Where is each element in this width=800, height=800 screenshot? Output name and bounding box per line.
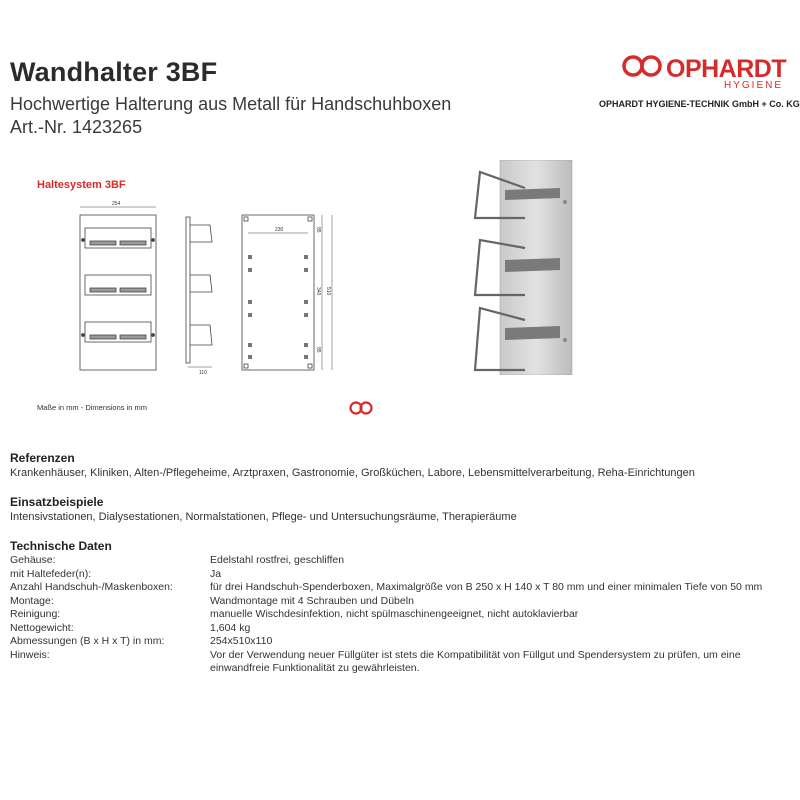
technik-heading: Technische Daten	[10, 539, 112, 553]
page-title: Wandhalter 3BF	[10, 57, 218, 87]
spec-row	[10, 622, 790, 636]
spec-value: Vor der Verwendung neuer Füllgüter ist stets die Kompatibilität von Füllgut und Spendersystem zu prüfen, um eine einwandfreie Funktionalität zu gewährleisten.	[210, 648, 741, 674]
article-number: Art.-Nr. 1423265	[10, 117, 143, 137]
dim-top-offset-label: 85	[315, 227, 321, 233]
spec-key: Anzahl Handschuh-/Maskenboxen:	[10, 581, 173, 593]
spec-value: Edelstahl rostfrei, geschliffen	[210, 554, 345, 566]
ophardt-small-logo-icon	[347, 400, 375, 416]
dim-bottom-offset-label: 85	[315, 347, 321, 353]
spec-row	[10, 608, 790, 622]
spec-value: für drei Handschuh-Spenderboxen, Maximalgröße von B 250 x H 140 x T 80 mm und einer minimalen Tiefe von 50 mm	[210, 581, 763, 593]
spec-row	[10, 635, 790, 649]
spec-row	[10, 581, 790, 595]
referenzen-text: Krankenhäuser, Kliniken, Alten-/Pflegeheime, Arztpraxen, Gastronomie, Großküchen, Labore, Lebensmittelverarbeitung, Reha-Einrichtungen	[10, 467, 695, 479]
drawing-title: Haltesystem 3BF	[37, 179, 126, 191]
referenzen-heading: Referenzen	[10, 451, 75, 465]
spec-row	[10, 595, 790, 609]
spec-key: Montage:	[10, 594, 54, 607]
einsatz-text: Intensivstationen, Dialysestationen, Normalstationen, Pflege- und Untersuchungsräume, Therapieräume	[10, 511, 517, 523]
dimensions-note: Maße in mm - Dimensions in mm	[37, 403, 148, 412]
brand-tagline: HYGIENE	[724, 80, 784, 91]
side-view	[186, 217, 212, 367]
spec-value: 1,604 kg	[210, 621, 251, 634]
dim-hole-spacing-label: 230	[275, 227, 284, 233]
spec-key: Hinweis:	[10, 648, 50, 661]
spec-row	[10, 649, 790, 676]
dim-width-label: 254	[112, 201, 121, 207]
spec-value: 254x510x110	[210, 635, 273, 647]
spec-value: Ja	[210, 567, 222, 580]
spec-value: manuelle Wischdesinfektion, nicht spülmaschinengeeignet, nicht autoklavierbar	[210, 608, 579, 620]
brand-name: OPHARDT	[666, 55, 787, 83]
product-photo	[455, 160, 590, 375]
spec-key: Nettogewicht:	[10, 621, 74, 634]
dim-inner-height-label: 340	[315, 287, 321, 296]
einsatz-heading: Einsatzbeispiele	[10, 495, 104, 509]
dim-depth-label: 110	[199, 370, 207, 376]
spec-table	[10, 554, 790, 676]
spec-key: Reinigung:	[10, 608, 61, 620]
spec-row	[10, 568, 790, 582]
spec-key: mit Haltefeder(n):	[10, 567, 92, 580]
dim-total-height-label: 510	[325, 287, 331, 296]
technical-drawing	[60, 195, 360, 380]
spec-key: Gehäuse:	[10, 554, 56, 566]
spec-value: Wandmontage mit 4 Schrauben und Dübeln	[210, 594, 414, 607]
spec-key: Abmessungen (B x H x T) in mm:	[10, 635, 165, 647]
page-subtitle: Hochwertige Halterung aus Metall für Handschuhboxen	[10, 94, 452, 114]
spec-row	[10, 554, 790, 568]
front-view	[80, 207, 156, 370]
company-name: OPHARDT HYGIENE-TECHNIK GmbH + Co. KG	[599, 99, 800, 109]
